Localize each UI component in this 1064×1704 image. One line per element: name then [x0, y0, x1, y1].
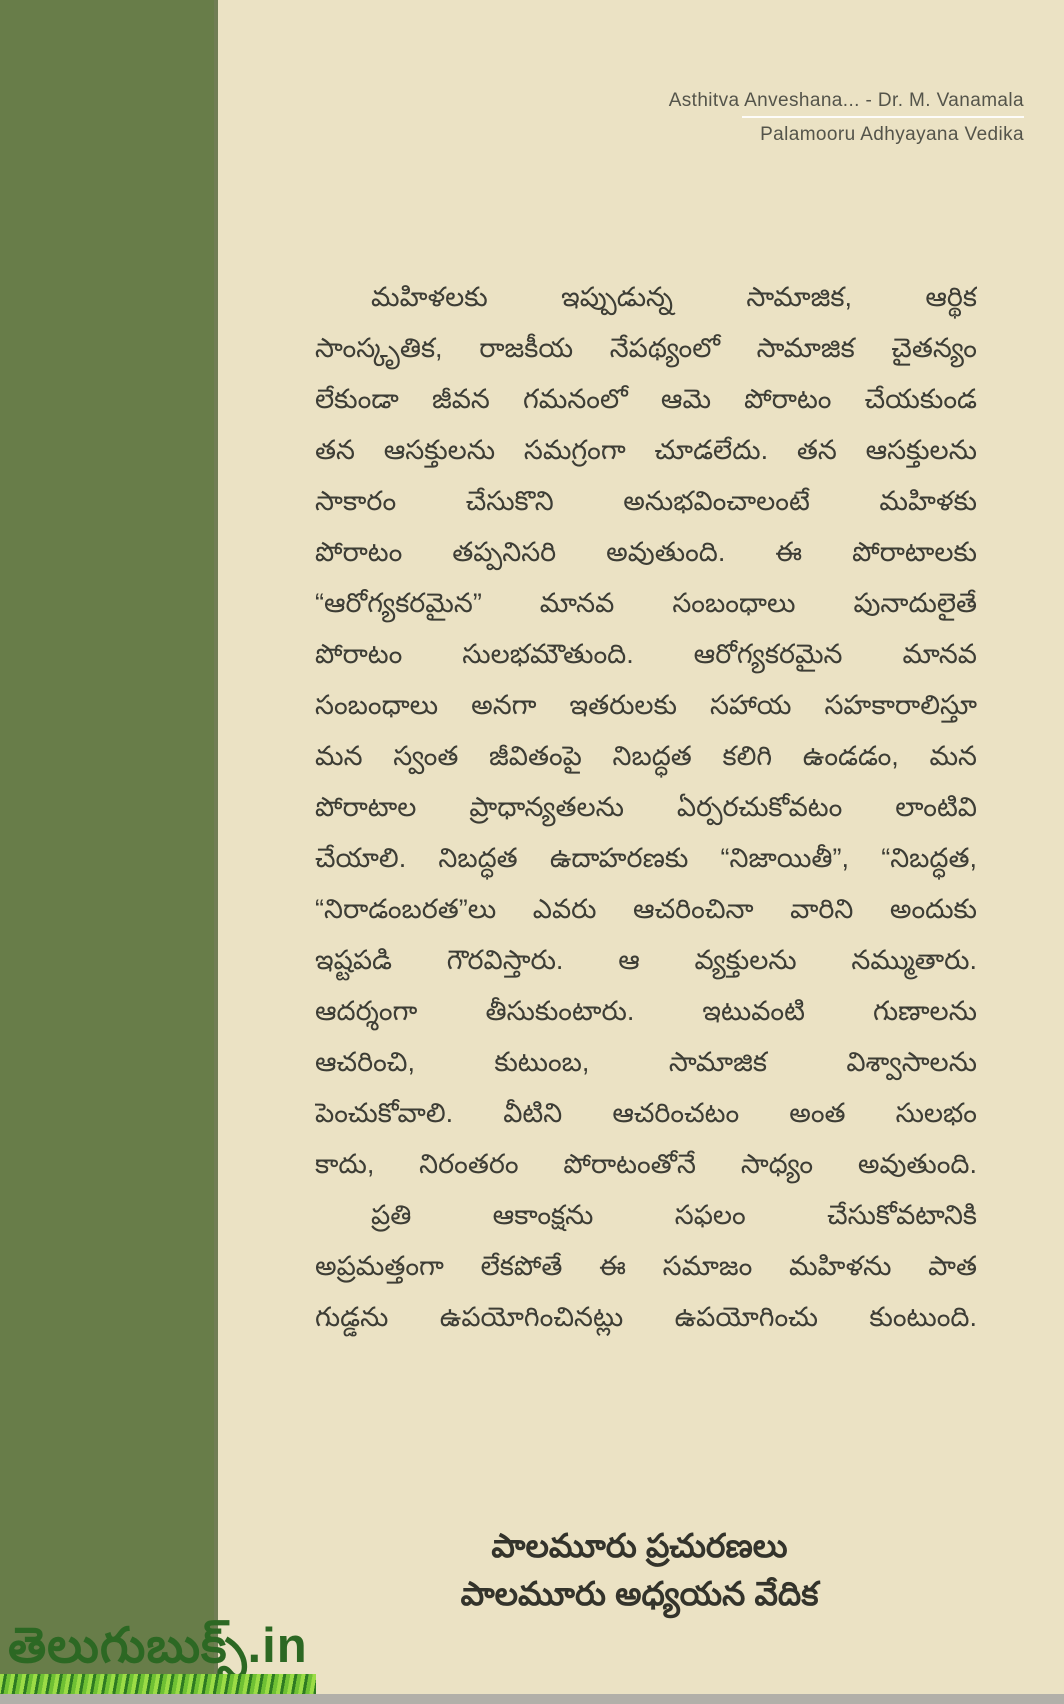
blurb-line: మన స్వంత జీవితంపై నిబద్ధత కలిగి ఉండడం, మన	[315, 741, 977, 771]
spine-edge-shadow	[214, 0, 218, 1704]
watermark-text: తెలుగుబుక్స్.in	[8, 1619, 308, 1673]
header	[669, 88, 1024, 148]
scan-bottom-edge	[0, 1694, 1064, 1704]
publisher-line-1: పాలమూరు ప్రచురణలు	[491, 1527, 788, 1564]
organization-name: Palamooru Adhyayana Vedika	[760, 124, 1024, 145]
blurb-line: ఇష్టపడి గౌరవిస్తారు. ఆ వ్యక్తులను నమ్ముతారు.	[315, 945, 977, 975]
blurb-line: పోరాటాల ప్రాధాన్యతలను ఏర్పరచుకోవటం లాంటివి	[315, 792, 977, 822]
blurb-line: కాదు, నిరంతరం పోరాటంతోనే సాధ్యం అవుతుంది.	[315, 1149, 977, 1179]
publisher-line-2: పాలమూరు అధ్యయన వేదిక	[460, 1575, 819, 1612]
blurb-text	[315, 272, 977, 1343]
publisher-block	[215, 1522, 1064, 1618]
blurb-line: గుడ్డను ఉపయోగించినట్లు ఉపయోగించు కుంటుంది.	[315, 1302, 977, 1332]
blurb-line: పోరాటం తప్పనిసరి అవుతుంది. ఈ పోరాటాలకు	[315, 537, 977, 567]
blurb-line: సంబంధాలు అనగా ఇతరులకు సహాయ సహకారాలిస్తూ	[315, 690, 977, 720]
blurb-line: ఆచరించి, కుటుంబ, సామాజిక విశ్వాసాలను	[315, 1047, 977, 1077]
grass-strip	[0, 1674, 316, 1694]
blurb-line: అప్రమత్తంగా లేకపోతే ఈ సమాజం మహిళను పాత	[315, 1251, 977, 1281]
blurb-line: తన ఆసక్తులను సమగ్రంగా చూడలేదు. తన ఆసక్తులను	[315, 435, 977, 465]
blurb-line: చేయాలి. నిబద్ధత ఉదాహరణకు “నిజాయితీ”, “నిబద్ధత,	[315, 843, 977, 873]
blurb-line: “నిరాడంబరత”లు ఎవరు ఆచరించినా వారిని అందుకు	[315, 894, 977, 924]
watermark	[0, 1616, 330, 1704]
blurb-line: పెంచుకోవాలి. వీటిని ఆచరించటం అంత సులభం	[315, 1098, 977, 1128]
spine-green-band	[0, 0, 214, 1704]
blurb-line: ఆదర్శంగా తీసుకుంటారు. ఇటువంటి గుణాలను	[315, 996, 977, 1026]
blurb-line: “ఆరోగ్యకరమైన” మానవ సంబంధాలు పునాదులైతే	[315, 588, 977, 618]
book-title-credit: Asthitva Anveshana... - Dr. M. Vanamala	[668, 90, 1024, 111]
blurb-line: పోరాటం సులభమౌతుంది. ఆరోగ్యకరమైన మానవ	[315, 639, 977, 669]
blurb-line: సాంస్కృతిక, రాజకీయ నేపథ్యంలో సామాజిక చైతన్యం	[315, 333, 977, 363]
blurb-line: లేకుండా జీవన గమనంలో ఆమె పోరాటం చేయకుండ	[315, 384, 977, 414]
header-divider	[742, 116, 1024, 118]
blurb-line: సాకారం చేసుకొని అనుభవించాలంటే మహిళకు	[315, 486, 977, 516]
blurb-line: మహిళలకు ఇప్పుడున్న సామాజిక, ఆర్థిక	[371, 282, 977, 312]
blurb-line: ప్రతి ఆకాంక్షను సఫలం చేసుకోవటానికి	[371, 1200, 977, 1230]
